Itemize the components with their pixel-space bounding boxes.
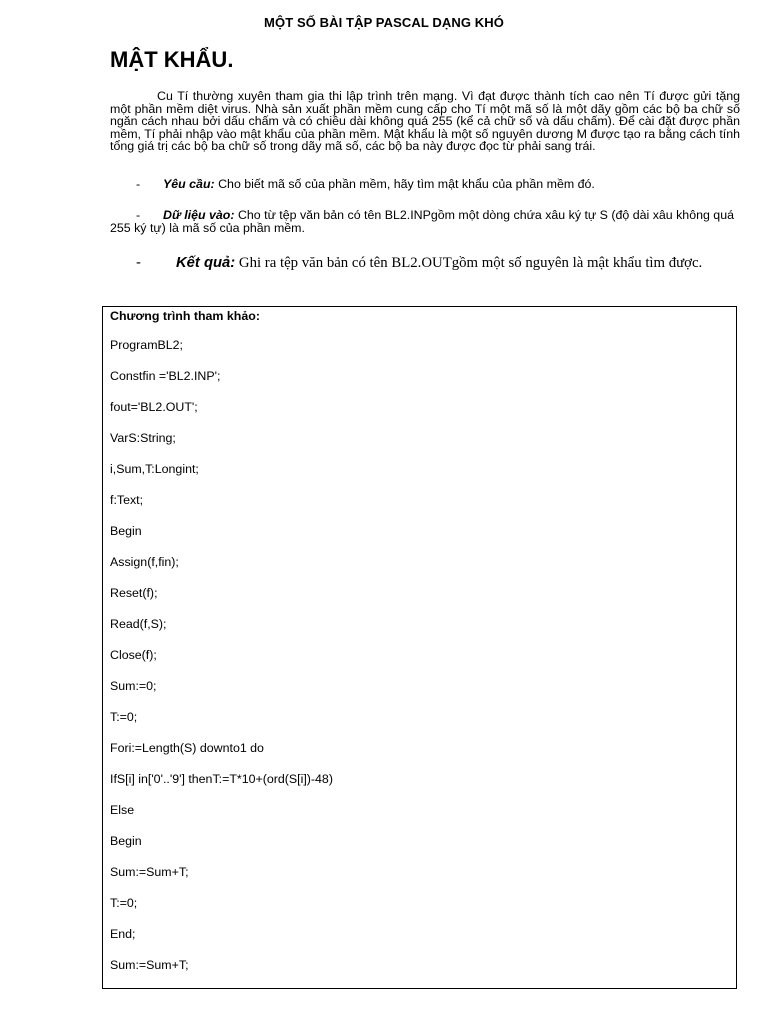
code-line: Fori:=Length(S) downto1 do [110,741,264,755]
bullet-dash: - [136,208,141,222]
code-line: Constfin ='BL2.INP'; [110,369,221,383]
output-text: Ghi ra tệp văn bản có tên BL2.OUTgồm một số nguyên là mật khẩu tìm được. [235,255,703,271]
code-line: Reset(f); [110,586,158,600]
requirement-bullet [136,178,740,191]
input-bullet [110,209,740,235]
code-line: i,Sum,T:Longint; [110,462,199,476]
problem-title: MẬT KHẨU. [110,47,234,72]
code-line: Close(f); [110,648,157,662]
code-line: Sum:=Sum+T; [110,865,189,879]
code-heading: Chương trình tham khảo: [110,309,260,323]
requirement-text: Cho biết mã số của phần mềm, hãy tìm mật khẩu của phần mềm đó. [214,177,595,191]
code-line: Assign(f,fin); [110,555,179,569]
input-label: Dữ liệu vào: [163,208,235,222]
code-line: fout='BL2.OUT'; [110,400,198,414]
code-line: Sum:=0; [110,679,157,693]
code-line: End; [110,927,136,941]
code-line: Sum:=Sum+T; [110,958,189,972]
code-line: VarS:String; [110,431,176,445]
code-line: T:=0; [110,710,138,724]
code-line: Else [110,803,135,817]
problem-description [110,90,740,153]
code-listing-box [102,306,737,989]
document-header: MỘT SỐ BÀI TẬP PASCAL DẠNG KHÓ [264,15,504,30]
bullet-dash: - [136,177,141,191]
code-line: Read(f,S); [110,617,167,631]
code-line: Begin [110,524,142,538]
bullet-dash: - [136,255,141,271]
code-line: T:=0; [110,896,138,910]
requirement-label: Yêu cầu: [163,177,215,191]
code-line: f:Text; [110,493,144,507]
input-text: Cho từ tệp văn bản có tên BL2.INPgồm một dòng chứa xâu ký tự S (độ dài xâu không quá 255 ký tự) là mã số của phần mềm. [110,208,734,235]
code-line: ProgramBL2; [110,338,184,352]
code-listing [110,338,333,989]
code-line: IfS[i] in['0'..'9'] thenT:=T*10+(ord(S[i])-48) [110,772,333,786]
output-label: Kết quả: [176,255,236,271]
code-line: Begin [110,834,142,848]
output-bullet [110,254,740,272]
problem-description-text: Cu Tí thường xuyên tham gia thi lập trình trên mạng. Vì đạt được thành tích cao nên Tí được gửi tặng một phần mềm diệt virus. Nhà sản xuất phần mềm cung cấp cho Tí một mã số là một dãy gồm các bộ ba chữ số ngăn cách nhau bởi dấu chấm và có chiều dài không quá 255 (kể cả chữ số và dấu chấm). Để cài đặt được phần mềm, Tí phải nhập vào mật khẩu của phần mềm. Mật khẩu là một số nguyên dương M được tạo ra bằng cách tính tổng giá trị các bộ ba chữ số trong dãy mã số, các bộ ba này được đọc từ phải sang trái. [110,89,740,153]
